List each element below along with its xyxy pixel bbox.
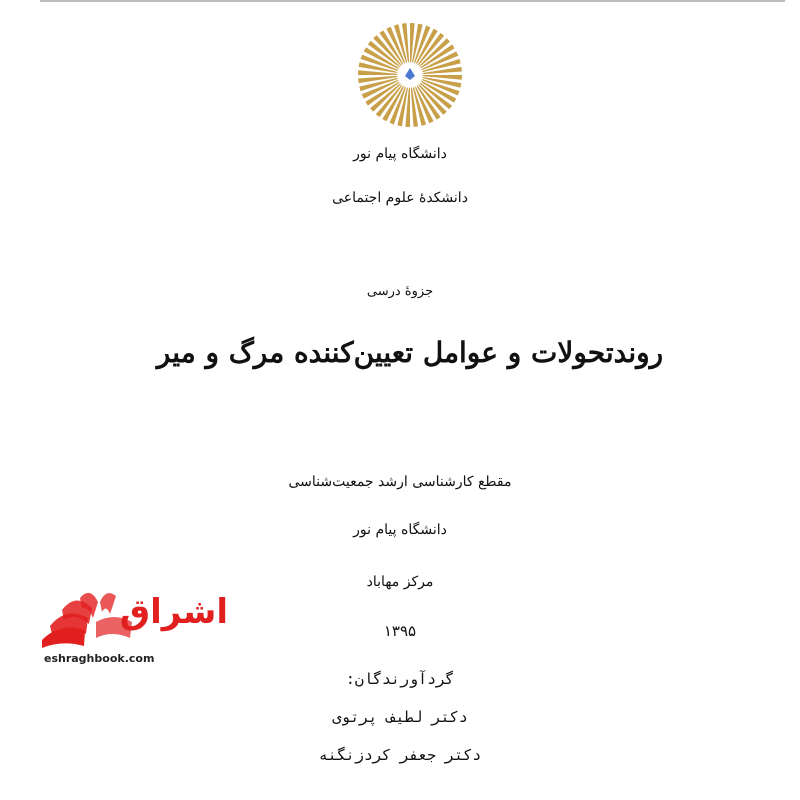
watermark-brand: اشراق [119, 592, 228, 632]
author-1: دکتر لطیف پرتوی [332, 708, 468, 726]
document-title: روندتحولات و عوامل تعیین‌کننده مرگ و میر [156, 336, 664, 369]
publication-year: ۱۳۹۵ [383, 622, 417, 640]
university-emblem-icon [355, 20, 465, 130]
top-rule [40, 0, 785, 2]
watermark-url: eshraghbook.com [44, 652, 155, 665]
university-name-secondary: دانشگاه پیام نور [353, 522, 447, 538]
author-2: دکتر جعفر کردزنگنه [318, 746, 482, 764]
study-center: مرکز مهاباد [366, 574, 434, 590]
document-type-label: جزوهٔ درسی [366, 284, 434, 299]
compilers-label: گردآورندگان: [345, 670, 455, 688]
faculty-name: دانشکدهٔ علوم اجتماعی [332, 190, 468, 206]
university-name: دانشگاه پیام نور [353, 146, 447, 162]
program-level: مقطع کارشناسی ارشد جمعیت‌شناسی [288, 474, 512, 490]
